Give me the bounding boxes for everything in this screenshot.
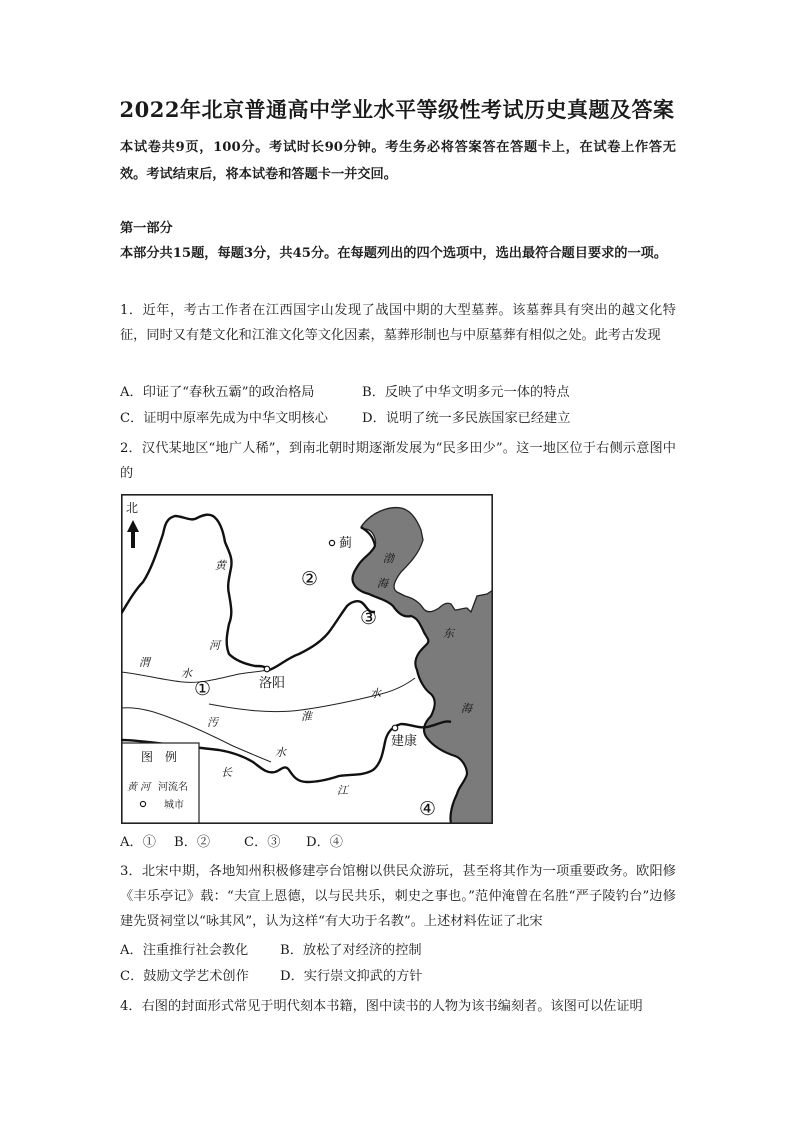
luoyang-city-marker <box>264 666 270 672</box>
luoyang-label: 洛阳 <box>259 676 286 691</box>
river-label-huang: 黄 <box>215 559 226 572</box>
question-4-stem: 4．右图的封面形式常见于明代刻本书籍，图中读书的人物为该书编刻者。该图可以佐证明 <box>120 999 643 1014</box>
river-label-wei: 渭 <box>139 656 150 669</box>
river-label-han: 汚 <box>207 716 218 729</box>
q1-option-d: D．说明了统一多民族国家已经建立 <box>362 411 571 426</box>
river-label-huai: 淮 <box>301 710 312 723</box>
part-description: 本部分共15题，每题3分，共45分。在每题列出的四个选项中，选出最符合题目要求的一项。 <box>120 246 668 261</box>
ji-label: 蓟 <box>339 536 353 551</box>
river-label-shui3: 水 <box>275 746 286 759</box>
yellow-river <box>121 515 378 670</box>
ji-city-marker <box>329 540 334 545</box>
river-label-shui2: 水 <box>370 687 381 700</box>
q1-option-a: A．印证了“春秋五霸”的政治格局 <box>120 385 315 400</box>
sea-label-bo: 渤 <box>383 552 394 565</box>
exam-instructions: 本试卷共9页，100分。考试时长90分钟。考生务必将答案答在答题卡上，在试卷上作答无效。考试结束后，将本试卷和答题卡一并交回。 <box>120 140 676 182</box>
huai-river <box>209 678 415 712</box>
legend-city-icon <box>140 801 145 806</box>
sea-label-dong: 东 <box>443 627 454 640</box>
q1-option-c: C．证明中原率先成为中华文明核心 <box>120 411 328 426</box>
question-1-options-row2 <box>120 406 676 431</box>
north-arrow-icon <box>127 520 139 548</box>
question-1-options-row1 <box>120 380 676 405</box>
sea-label-hai: 海 <box>377 577 388 590</box>
river-label-shui: 水 <box>181 667 192 680</box>
historical-map <box>121 494 493 824</box>
legend-title: 图 例 <box>141 750 178 764</box>
river-label-chang: 长 <box>221 766 232 779</box>
marker-2: ② <box>301 568 319 590</box>
q2-option-a: A．① <box>120 835 156 850</box>
river-label-jiang: 江 <box>337 784 348 797</box>
legend-river-sample: 黄 河 <box>127 782 151 793</box>
sea-label-hai2: 海 <box>461 702 472 715</box>
part-heading: 第一部分 <box>120 221 173 236</box>
river-label-he: 河 <box>209 639 220 652</box>
q2-option-b: B．② <box>174 835 211 850</box>
jiankang-city-marker <box>392 725 398 731</box>
legend-river-label: 河流名 <box>158 782 188 793</box>
marker-4: ④ <box>419 798 437 820</box>
marker-1: ① <box>194 678 212 700</box>
question-3-stem: 3．北宋中期，各地知州积极修建亭台馆榭以供民众游玩，甚至将其作为一项重要政务。欧阳修《丰乐亭记》载：“夫宣上恩德，以与民共乐，刺史之事也。”范仲淹曾在名胜“严子陵钓台”边修建先贤祠堂以“咏其风”，认为这样“有大功于名教”。上述材料佐证了北宋 <box>120 864 676 929</box>
jiankang-label: 建康 <box>391 734 418 749</box>
q3-option-c: C．鼓励文学艺术创作 <box>120 969 249 984</box>
marker-3: ③ <box>360 607 378 629</box>
question-3-options-row1 <box>120 938 676 963</box>
q3-option-b: B．放松了对经济的控制 <box>280 943 422 958</box>
q1-option-b: B．反映了中华文明多元一体的特点 <box>362 385 570 400</box>
q3-option-d: D．实行崇文抑武的方针 <box>280 969 423 984</box>
question-3-options-row2 <box>120 964 676 989</box>
q2-option-d: D．④ <box>306 835 343 850</box>
question-1-stem: 1．近年，考古工作者在江西国字山发现了战国中期的大型墓葬。该墓葬具有突出的越文化特征，同时又有楚文化和江淮文化等文化因素，墓葬形制也与中原墓葬有相似之处。此考古发现 <box>120 303 676 343</box>
legend-city-label: 城市 <box>164 800 184 811</box>
question-2-options <box>120 830 676 855</box>
page-title: 2022年北京普通高中学业水平等级性考试历史真题及答案 <box>119 97 675 122</box>
question-2-stem: 2．汉代某地区“地广人稀”，到南北朝时期逐渐发展为“民多田少”。这一地区位于右侧示意图中的 <box>120 441 676 481</box>
north-label: 北 <box>126 501 139 515</box>
sea-area <box>352 508 493 824</box>
q3-option-a: A．注重推行社会教化 <box>120 943 249 958</box>
q2-option-c: C．③ <box>244 835 281 850</box>
